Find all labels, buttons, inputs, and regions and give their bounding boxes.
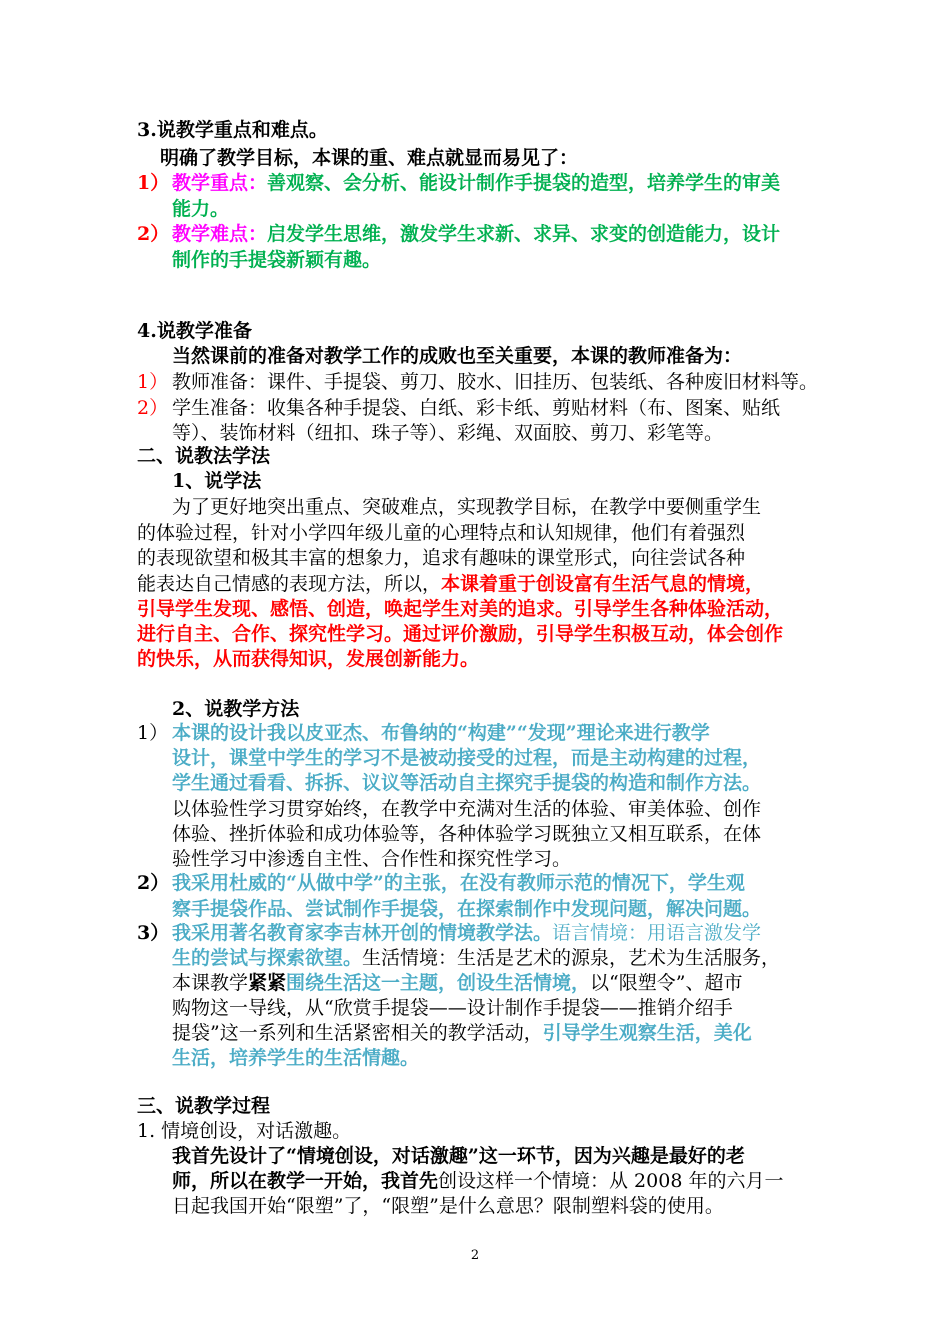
difficulty-text-cont: 制作的手提袋新颖有趣。	[172, 249, 382, 271]
method-line: 察手提袋作品、尝试制作手提袋，在探索制作中发现问题，解决问题。	[172, 898, 762, 920]
paragraph-line: 为了更好地突出重点、突破难点，实现教学目标，在教学中要侧重学生	[172, 496, 762, 518]
method-line	[172, 920, 761, 946]
student-prep: 学生准备：收集各种手提袋、白纸、彩卡纸、剪贴材料（布、图案、贴纸	[172, 397, 781, 419]
teaching-method-heading: 2、说教学方法	[172, 698, 300, 720]
paragraph-text: 能表达自己情感的表现方法，所以，	[137, 573, 442, 595]
method-line: 验性学习中渗透自主性、合作性和探究性学习。	[172, 848, 572, 870]
method-line: 生活，培养学生的生活情趣。	[172, 1047, 420, 1069]
section-4-intro: 当然课前的准备对教学工作的成败也至关重要，本课的教师准备为：	[172, 345, 743, 367]
method-line	[172, 970, 742, 996]
list-number: 3）	[137, 922, 170, 944]
method-line: 学生通过看看、拆拆、议议等活动自主探究手提袋的构造和制作方法。	[172, 772, 762, 794]
learning-method-heading: 1、说学法	[172, 470, 262, 492]
paragraph-text: 创设这样一个情境：从 2008 年的六月一	[438, 1170, 784, 1192]
difficulty-label: 教学难点：	[172, 223, 268, 245]
list-number: 2）	[137, 223, 170, 245]
student-prep-cont: 等）、装饰材料（纽扣、珠子等）、彩绳、双面胶、剪刀、彩笔等。	[172, 422, 724, 444]
key-point-label: 教学重点：	[172, 172, 268, 194]
method-text: 我采用著名教育家李吉林开创的情境教学法。	[172, 922, 553, 944]
method-line: 设计，课堂中学生的学习不是被动接受的过程，而是主动构建的过程，	[172, 747, 762, 769]
method-text: 以“限塑令”、超市	[590, 972, 743, 994]
list-number: 2）	[137, 397, 169, 419]
paragraph-line: 的体验过程，针对小学四年级儿童的心理特点和认知规律，他们有着强烈	[137, 522, 746, 544]
paragraph-line: 的表现欲望和极其丰富的想象力，追求有趣味的课堂形式，向往尝试各种	[137, 547, 746, 569]
part-three-title: 三、说教学过程	[137, 1095, 271, 1117]
method-line	[172, 1020, 752, 1046]
method-line: 以体验性学习贯穿始终，在教学中充满对生活的体验、审美体验、创作	[172, 798, 762, 820]
highlight-text: 本课着重于创设富有生活气息的情境，	[441, 573, 765, 595]
method-line: 体验、挫折体验和成功体验等，各种体验学习既独立又相互联系，在体	[172, 823, 762, 845]
method-text: 生活情境：生活是艺术的源泉，艺术为生活服务，	[362, 947, 781, 969]
method-text: 生的尝试与探索欲望。	[172, 947, 363, 969]
paragraph-line	[137, 571, 764, 597]
method-text: 提袋”这一系列和生活紧密相关的教学活动，	[172, 1022, 543, 1044]
method-text: 紧紧	[248, 972, 287, 994]
difficulty-text: 启发学生思维，激发学生求新、求异、求变的创造能力，设计	[267, 223, 781, 245]
highlight-line: 进行自主、合作、探究性学习。通过评价激励，引导学生积极互动，体会创作	[137, 623, 784, 645]
list-number: 1）	[137, 371, 169, 393]
page-number: 2	[470, 1248, 480, 1263]
method-text: 围绕生活这一主题，创设生活情境，	[286, 972, 591, 994]
method-line: 购物这一导线，从“欣赏手提袋——设计制作手提袋——推销介绍手	[172, 997, 733, 1019]
method-line	[172, 945, 780, 971]
paragraph-line: 我首先设计了“情境创设，对话激趣”这一环节，因为兴趣是最好的老	[172, 1145, 745, 1167]
process-step-heading: 1. 情境创设，对话激趣。	[137, 1120, 352, 1142]
method-text: 引导学生观察生活，美化	[542, 1022, 752, 1044]
part-two-title: 二、说教法学法	[137, 445, 271, 467]
paragraph-line	[172, 1168, 783, 1194]
method-text: 语言情境：用语言激发学	[552, 922, 762, 944]
list-number: 1）	[137, 722, 169, 744]
list-number: 2）	[137, 872, 170, 894]
section-3-title: 3.说教学重点和难点。	[137, 119, 328, 141]
key-point-text: 善观察、会分析、能设计制作手提袋的造型，培养学生的审美	[267, 172, 781, 194]
list-item	[172, 221, 780, 247]
list-item	[172, 170, 780, 196]
section-4-title: 4.说教学准备	[137, 320, 252, 342]
highlight-line: 的快乐，从而获得知识，发展创新能力。	[137, 648, 480, 670]
list-number: 1）	[137, 172, 170, 194]
highlight-line: 引导学生发现、感悟、创造，唤起学生对美的追求。引导学生各种体验活动，	[137, 598, 784, 620]
teacher-prep: 教师准备：课件、手提袋、剪刀、胶水、旧挂历、包装纸、各种废旧材料等。	[172, 371, 819, 393]
paragraph-line: 日起我国开始“限塑”了，“限塑”是什么意思？限制塑料袋的使用。	[172, 1195, 724, 1217]
key-point-text-cont: 能力。	[172, 198, 230, 220]
method-text: 本课教学	[172, 972, 249, 994]
section-3-intro: 明确了教学目标，本课的重、难点就显而易见了：	[160, 147, 579, 169]
method-line: 我采用杜威的“从做中学”的主张，在没有教师示范的情况下，学生观	[172, 872, 745, 894]
paragraph-text: 师，所以在教学一开始，我首先	[172, 1170, 439, 1192]
method-line: 本课的设计我以皮亚杰、布鲁纳的“构建”“发现”理论来进行教学	[172, 722, 710, 744]
